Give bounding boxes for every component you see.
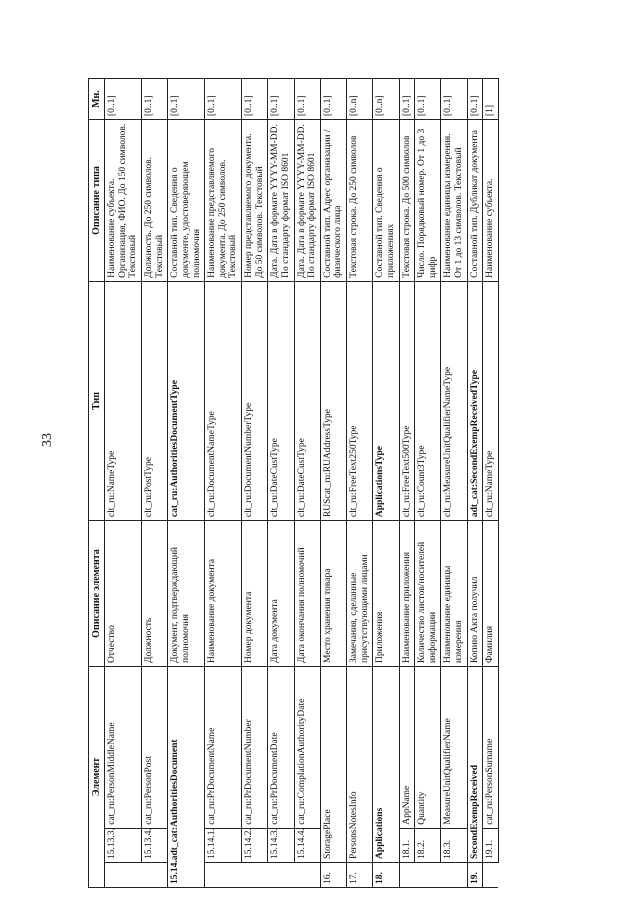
table-row xyxy=(205,79,242,888)
element-name: Quantity xyxy=(415,666,441,828)
row-number: 15.14.2. xyxy=(242,828,268,862)
element-name: cat_ru:PersonSurname xyxy=(483,666,499,828)
table-row xyxy=(373,79,399,888)
type-description: Число. Порядковый номер. От 1 до 3 цифр xyxy=(415,120,441,282)
table-row xyxy=(399,79,415,888)
element-name: cat_ru:PrDocumentNumber xyxy=(242,666,268,828)
element-description: Фамилия xyxy=(483,521,499,667)
multiplicity: [0..1] xyxy=(467,79,483,120)
type-name: clt_ru:NameType xyxy=(105,281,142,520)
row-number: 16. xyxy=(320,862,346,887)
element-name: StoragePlace xyxy=(320,666,346,862)
element-name xyxy=(168,666,205,887)
multiplicity: [0..1] xyxy=(168,79,205,120)
element-description: Должность xyxy=(142,521,168,667)
element-description: Место хранения товара xyxy=(320,521,346,667)
element-name: Applications xyxy=(373,666,399,862)
table-row xyxy=(441,79,467,888)
table-header-row xyxy=(89,79,105,888)
header-type: Тип xyxy=(89,281,105,520)
element-table-frame xyxy=(88,78,499,888)
row-number: 18.3. xyxy=(441,828,467,862)
type-name: clt_ru:FreeText500Type xyxy=(399,281,415,520)
element-name: cat_ru:PrDocumentDate xyxy=(268,666,294,828)
element-description: Наименование документа xyxy=(205,521,242,667)
element-description: Отчество xyxy=(105,521,142,667)
row-number: 15.14.1. xyxy=(205,828,242,862)
element-description: Номер документа xyxy=(242,521,268,667)
type-name: clt_ru:NameType xyxy=(483,281,499,520)
page-number: 33 xyxy=(40,433,55,447)
type-name: ApplicationsType xyxy=(373,281,399,520)
element-name: AppName xyxy=(399,666,415,828)
type-name: adt_cat:SecondExempReceivedType xyxy=(467,281,483,520)
element-description: Количество листов/носителей информации xyxy=(415,521,441,667)
type-name: clt_ru:DateCustType xyxy=(294,281,320,520)
multiplicity: [0..1] xyxy=(105,79,142,120)
header-element-description: Описание элемента xyxy=(89,521,105,667)
row-number: 18. xyxy=(373,862,399,887)
multiplicity: [0..n] xyxy=(373,79,399,120)
type-description: Текстовая строка. До 250 символов xyxy=(347,120,373,282)
multiplicity: [1] xyxy=(483,79,499,120)
type-description: Дата. Дата в формате YYYY-MM-DD. По стандарту формат ISO 8601 xyxy=(268,120,294,282)
type-name: cat_ru:AuthoritiesDocumentType xyxy=(168,281,205,520)
row-number: 15.14. xyxy=(170,860,181,884)
element-description: Копию Акта получил xyxy=(467,521,483,667)
type-name: clt_ru:Count3Type xyxy=(415,281,441,520)
row-number: 19. xyxy=(467,862,483,887)
element-description: Дата документа xyxy=(268,521,294,667)
table-row xyxy=(105,79,142,888)
type-description: Наименование субъекта. xyxy=(483,120,499,282)
table-row xyxy=(142,79,168,888)
element-name: cat_ru:PersonPost xyxy=(142,666,168,828)
header-element: Элемент xyxy=(89,666,105,887)
type-name: clt_ru:DocumentNumberType xyxy=(242,281,268,520)
table-row xyxy=(268,79,294,888)
element-name-text: adt_cat:AuthoritiesDocument xyxy=(170,739,181,861)
element-description: Приложения xyxy=(373,521,399,667)
type-description: Дата. Дата в формате YYYY-MM-DD. По стандарту формат ISO 8601 xyxy=(294,120,320,282)
element-name: cat_ru:PersonMiddleName xyxy=(105,666,142,828)
element-description: Наименование единицы измерения xyxy=(441,521,467,667)
row-number: 15.13.3. xyxy=(105,828,142,862)
multiplicity: [0..1] xyxy=(415,79,441,120)
type-description: Наименование единицы измерения. От 1 до 13 символов. Текстовый xyxy=(441,120,467,282)
type-name: clt_ru:MeasureUnitQualifierNameType xyxy=(441,281,467,520)
type-description: Составной тип. Сведения о документе, удостоверяющем полномочия xyxy=(168,120,205,282)
element-description-table xyxy=(88,78,499,888)
row-number: 15.14.3. xyxy=(268,828,294,862)
table-row xyxy=(347,79,373,888)
type-name: clt_ru:FreeText250Type xyxy=(347,281,373,520)
table-row xyxy=(415,79,441,888)
element-name: MeasureUnitQualifierName xyxy=(441,666,467,828)
type-description: Номер представляемого документа. До 50 символов. Текстовый xyxy=(242,120,268,282)
row-number: 19.1. xyxy=(483,828,499,862)
type-name: clt_ru:DateCustType xyxy=(268,281,294,520)
table-row xyxy=(467,79,483,888)
element-description: Замечания, сделанные присутствующими лицами xyxy=(347,521,373,667)
table-row xyxy=(294,79,320,888)
multiplicity: [0..1] xyxy=(142,79,168,120)
element-name: cat_ru:PrDocumentName xyxy=(205,666,242,828)
multiplicity: [0..1] xyxy=(320,79,346,120)
type-description: Составной тип. Адрес организации / физического лица xyxy=(320,120,346,282)
type-name: clt_ru:DocumentNameType xyxy=(205,281,242,520)
element-name: SecondExempReceived xyxy=(467,666,483,862)
element-description: Документ, подтверждающий полномочия xyxy=(168,521,205,667)
type-name: clt_ru:PostType xyxy=(142,281,168,520)
row-number: 15.13.4. xyxy=(142,828,168,862)
multiplicity: [0..1] xyxy=(242,79,268,120)
type-description: Наименование представляемого документа. До 250 символов. Текстовый xyxy=(205,120,242,282)
type-name: RUScat_ru:RUAddressType xyxy=(320,281,346,520)
header-type-description: Описание типа xyxy=(89,120,105,282)
type-description: Составной тип. Дубликат документа xyxy=(467,120,483,282)
multiplicity: [0..1] xyxy=(399,79,415,120)
header-multiplicity: Мн. xyxy=(89,79,105,120)
table-row xyxy=(320,79,346,888)
type-description: Должность. До 250 символов. Текстовый xyxy=(142,120,168,282)
type-description: Текстовая строка. До 500 символов xyxy=(399,120,415,282)
element-description: Наименование приложения xyxy=(399,521,415,667)
table-row xyxy=(242,79,268,888)
element-description: Дата окончания полномочий xyxy=(294,521,320,667)
element-name: PersonsNotesInfo xyxy=(347,666,373,862)
element-name: cat_ru:ComplationAuthorityDate xyxy=(294,666,320,828)
multiplicity: [0..1] xyxy=(268,79,294,120)
multiplicity: [0..1] xyxy=(205,79,242,120)
multiplicity: [0..1] xyxy=(441,79,467,120)
row-number: 18.1. xyxy=(399,828,415,862)
table-row xyxy=(168,79,205,888)
row-number: 17. xyxy=(347,862,373,887)
multiplicity: [0..1] xyxy=(294,79,320,120)
row-number: 18.2. xyxy=(415,828,441,862)
multiplicity: [0..n] xyxy=(347,79,373,120)
type-description: Наименование субъекта. Организация, ФИО. До 150 символов. Текстовый xyxy=(105,120,142,282)
table-row xyxy=(483,79,499,888)
row-number: 15.14.4. xyxy=(294,828,320,862)
type-description: Составной тип. Сведения о приложениях xyxy=(373,120,399,282)
